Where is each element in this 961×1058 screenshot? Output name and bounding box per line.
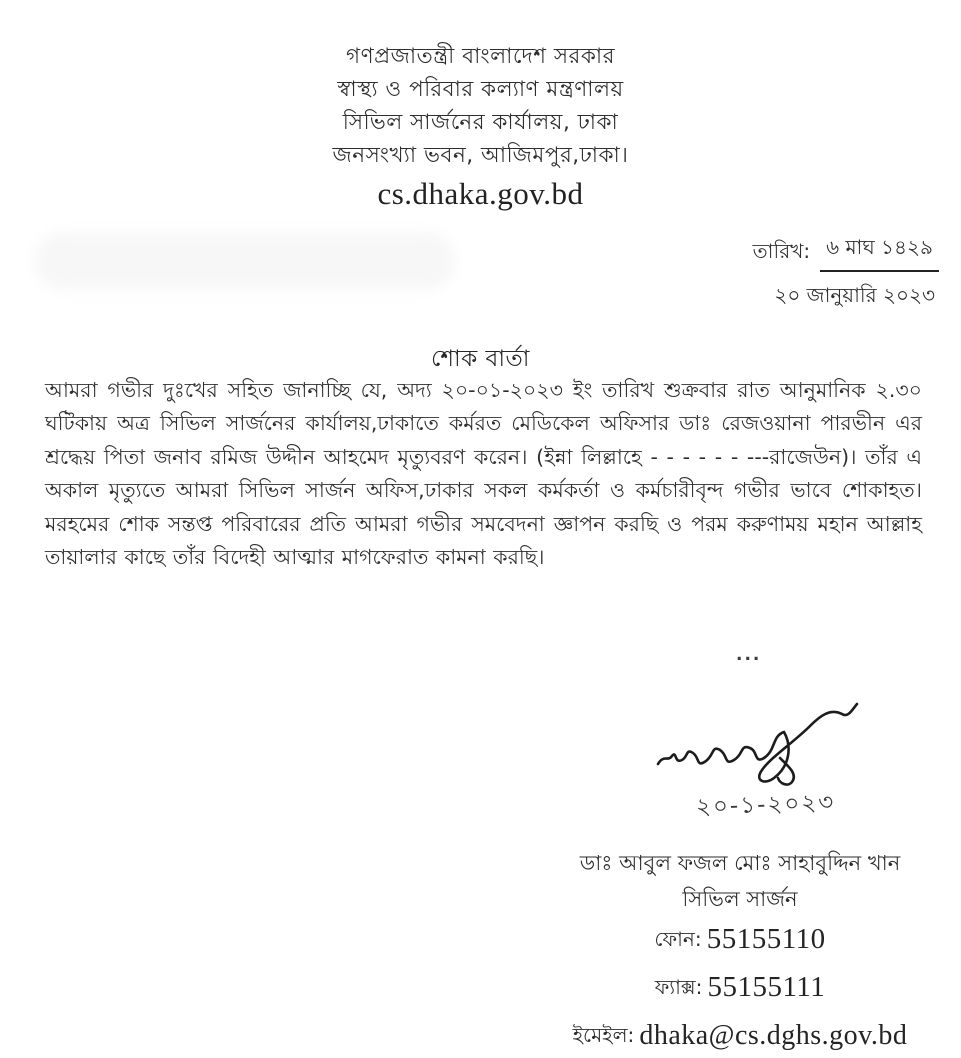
fax-number: 55155111 [707, 971, 826, 1003]
fax-row [525, 968, 955, 1010]
handwritten-signature [652, 698, 864, 794]
email-label: ইমেইল: [572, 1023, 635, 1047]
phone-number: 55155110 [706, 923, 826, 955]
condolence-body: আমরা গভীর দুঃখের সহিত জানাচ্ছি যে, অদ্য ২০-০১-২০২৩ ইং তারিখ শুক্রবার রাত আনুমানিক ২.৩০ ঘটিকায় অত্র সিভিল সার্জনের কার্যালয়,ঢাকাতে কর্মরত মেডিকেল অফিসার ডাঃ রেজওয়ানা পারভীন এর শ্রদ্ধেয় পিতা জনাব রমিজ উদ্দীন আহমেদ মৃত্যুবরণ করেন। (ইন্না লিল্লাহে - - - - - - ---রাজেউন)। তাঁর এ অকাল মৃত্যুতে আমরা সিভিল সার্জন অফিস,ঢাকার সকল কর্মকর্তা ও কর্মচারীবৃন্দ গভীর ভাবে শোকাহত। মরহমের শোক সন্তপ্ত পরিবারের প্রতি আমরা গভীর সমবেদনা জ্ঞাপন করছি ও পরম করুণাময় মহান আল্লাহ তায়ালার কাছে তাঁর বিদেহী আত্মার মাগফেরাত কামনা করছি। [45, 378, 922, 570]
date-row [753, 233, 939, 272]
ellipsis-mark: ... [736, 645, 762, 665]
letterhead [0, 40, 961, 216]
office-address: জনসংখ্যা ভবন, আজিমপুর,ঢাকা। [332, 143, 629, 168]
office-name: সিভিল সার্জনের কার্যালয়, ঢাকা [342, 110, 619, 135]
redacted-smudge [35, 232, 455, 290]
ministry-name: স্বাস্থ্য ও পরিবার কল্যাণ মন্ত্রণালয় [337, 77, 624, 102]
officer-block [525, 848, 955, 1058]
office-website: cs.dhaka.gov.bd [377, 176, 584, 211]
officer-designation: সিভিল সার্জন [682, 887, 798, 911]
phone-label: ফোন: [654, 927, 702, 951]
date-label: তারিখ: [752, 239, 811, 263]
government-name: গণপ্রজাতন্ত্রী বাংলাদেশ সরকার [346, 44, 615, 69]
fax-label: ফ্যাক্স: [654, 975, 703, 999]
email-address: dhaka@cs.dghs.gov.bd [639, 1020, 908, 1051]
date-block [753, 233, 939, 314]
phone-row [525, 920, 955, 962]
email-row [525, 1016, 955, 1058]
bangla-date: ৬ মাঘ ১৪২৯ [820, 233, 939, 272]
document-title: শোক বার্তা [431, 346, 530, 372]
officer-name: ডাঃ আবুল ফজল মোঃ সাহাবুদ্দিন খান [579, 851, 901, 875]
handwritten-date: ২০-১-২০২৩ [695, 789, 836, 821]
gregorian-date: ২০ জানুয়ারি ২০২৩ [774, 283, 935, 307]
